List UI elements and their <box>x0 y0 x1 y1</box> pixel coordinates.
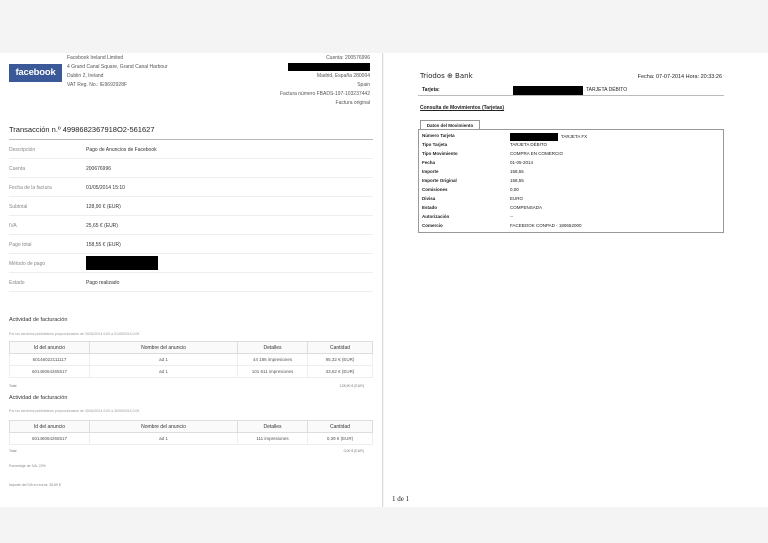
account-line: Factura número FBADS-197-103237442 <box>279 91 370 98</box>
field-value: 01-05-2014 <box>510 160 534 165</box>
total-label: Total <box>9 449 17 453</box>
account-line: Spain <box>357 82 370 89</box>
billing-table <box>9 420 373 445</box>
table-cell: 33,62 € (EUR) <box>308 366 373 378</box>
detail-label: Pago total <box>9 242 32 248</box>
statement-datetime: Fecha: 07-07-2014 Hora: 20:33:26 <box>637 74 722 80</box>
field-label: Comercio <box>422 223 443 228</box>
total-value: 128,90 € (EUR) <box>339 384 364 388</box>
billing-subtitle: Por los servicios publicitarios proporcionados de 30/04/2014 0:00 a 30/05/2014 0:00 <box>9 409 140 413</box>
detail-value: Pago realizado <box>86 280 120 286</box>
redaction-box <box>513 86 583 95</box>
transaction-number: Transacción n.º 4998682367918O2-561627 <box>9 125 155 134</box>
billing-table <box>9 341 373 378</box>
detail-value: 158,55 € (EUR) <box>86 242 121 248</box>
table-cell: 95,32 € (EUR) <box>308 354 373 366</box>
field-value: TARJETA DÉBITO <box>510 142 548 147</box>
detail-row <box>9 197 373 216</box>
table-cell: 44 186 impresiones <box>238 354 308 366</box>
field-value: COMPRA EN COMERCIO <box>510 151 564 156</box>
detail-value: 200676996 <box>86 166 112 172</box>
detail-label: Subtotal <box>9 204 28 210</box>
redaction-box <box>288 63 370 71</box>
table-cell: 101 611 impresiones <box>238 366 308 378</box>
total-label: Total <box>9 384 17 388</box>
table-cell: 0,39 € (EUR) <box>308 433 373 445</box>
section-title: Consulta de Movimientos (Tarjetas) <box>420 105 505 111</box>
detail-row <box>9 216 373 235</box>
table-row <box>10 354 373 366</box>
column-header: Id del anuncio <box>10 421 90 433</box>
address-line: Facebook Ireland Limited <box>67 55 124 61</box>
table-cell: 60146064265517 <box>10 433 90 445</box>
detail-value: 01/05/2014 15:10 <box>86 185 125 191</box>
detail-row <box>9 235 373 254</box>
field-value: 158,55 <box>510 169 524 174</box>
payment-method-redacted <box>86 261 158 272</box>
vat-percent: Porcentaje de IVA: 22% <box>9 464 46 468</box>
movement-details <box>418 129 724 233</box>
account-block <box>230 54 370 108</box>
detail-value: Pago de Anuncios de Facebook <box>86 147 157 153</box>
field-label: Autorización <box>422 214 450 219</box>
field-value: COMPENSADA <box>510 205 543 210</box>
detail-value: 25,65 € (EUR) <box>86 223 118 229</box>
account-line: Factura original <box>335 100 370 107</box>
field-value: 158,55 <box>510 178 524 183</box>
address-line: Dublin 2, Ireland <box>67 73 104 79</box>
detail-row <box>9 273 373 292</box>
address-line: VAT Reg. No.: IE9692928F <box>67 82 128 88</box>
field-label: Fecha <box>422 160 436 165</box>
table-cell: ad 1 <box>90 433 238 445</box>
table-cell: ad 1 <box>90 366 238 378</box>
vat-amount: Importe del IVA en euros: 28,65 € <box>9 483 61 487</box>
page-counter: 1 de 1 <box>392 495 410 503</box>
detail-row <box>9 178 373 197</box>
column-header: Nombre del anuncio <box>90 421 238 433</box>
table-row <box>10 366 373 378</box>
bank-statement-page <box>384 53 768 507</box>
field-value <box>510 133 710 141</box>
total-value: 0,00 € (EUR) <box>343 449 364 453</box>
billing-title: Actividad de facturación <box>9 317 68 323</box>
facebook-logo: facebook <box>9 64 62 82</box>
field-label: Importe <box>422 169 439 174</box>
detail-label: Estado <box>9 280 25 286</box>
field-value: EURO <box>510 196 524 201</box>
tab-movement-details[interactable]: Datos del Movimiento <box>420 120 480 130</box>
field-label: Tipo Movimiento <box>422 151 458 156</box>
invoice-details <box>9 140 373 292</box>
field-value-text: TARJETA FX <box>561 134 588 140</box>
detail-label: IVA <box>9 223 17 229</box>
redaction-box <box>86 256 158 270</box>
table-row <box>10 433 373 445</box>
billing-subtitle: Por los servicios publicitarios proporcionados de 30/04/2014 0:00 a 01/05/2014 0:00 <box>9 332 140 336</box>
field-value: 0,00 <box>510 187 519 192</box>
card-selector <box>418 85 724 96</box>
table-cell: ad 1 <box>90 354 238 366</box>
triodos-bank-logo: Triodos ⊕ Bank <box>420 72 473 80</box>
billing-title: Actividad de facturación <box>9 395 68 401</box>
field-label: Divisa <box>422 196 436 201</box>
card-label: Tarjeta: <box>422 87 440 93</box>
column-header: Nombre del anuncio <box>90 342 238 354</box>
table-cell: 111 impresiones <box>238 433 308 445</box>
detail-row <box>9 254 373 273</box>
table-cell: 60146022111117 <box>10 354 90 366</box>
detail-label: Descripción <box>9 147 36 153</box>
detail-label: Cuenta <box>9 166 26 172</box>
field-label: Estado <box>422 205 438 210</box>
issuer-address <box>67 54 217 90</box>
column-header: Cantidad <box>308 421 373 433</box>
redacted-name <box>230 63 370 72</box>
account-line: Cuenta: 200576996 <box>326 55 370 61</box>
field-label: Importe Original <box>422 178 457 183</box>
facebook-invoice-page <box>0 53 383 507</box>
detail-label: Fecha de la factura <box>9 185 52 191</box>
field-label: Tipo Tarjeta <box>422 142 448 147</box>
redaction-box <box>510 133 558 141</box>
column-header: Id del anuncio <box>10 342 90 354</box>
detail-row <box>9 140 373 159</box>
field-value: FACEBOOK CONPAD - 180652000 <box>510 223 582 228</box>
detail-value: 128,90 € (EUR) <box>86 204 121 210</box>
column-header: Detalles <box>238 342 308 354</box>
detail-label: Método de pago <box>9 261 46 267</box>
column-header: Cantidad <box>308 342 373 354</box>
table-cell: 60146064265517 <box>10 366 90 378</box>
column-header: Detalles <box>238 421 308 433</box>
address-line: 4 Grand Canal Square, Grand Canal Harbour <box>67 64 168 70</box>
field-label: Número Tarjeta <box>422 133 455 138</box>
account-line: Madrid, España 280004 <box>316 73 370 80</box>
detail-row <box>9 159 373 178</box>
field-value: -- <box>510 214 513 219</box>
field-label: Comisiones <box>422 187 448 192</box>
card-value: TARJETA DÉBITO <box>586 87 628 93</box>
